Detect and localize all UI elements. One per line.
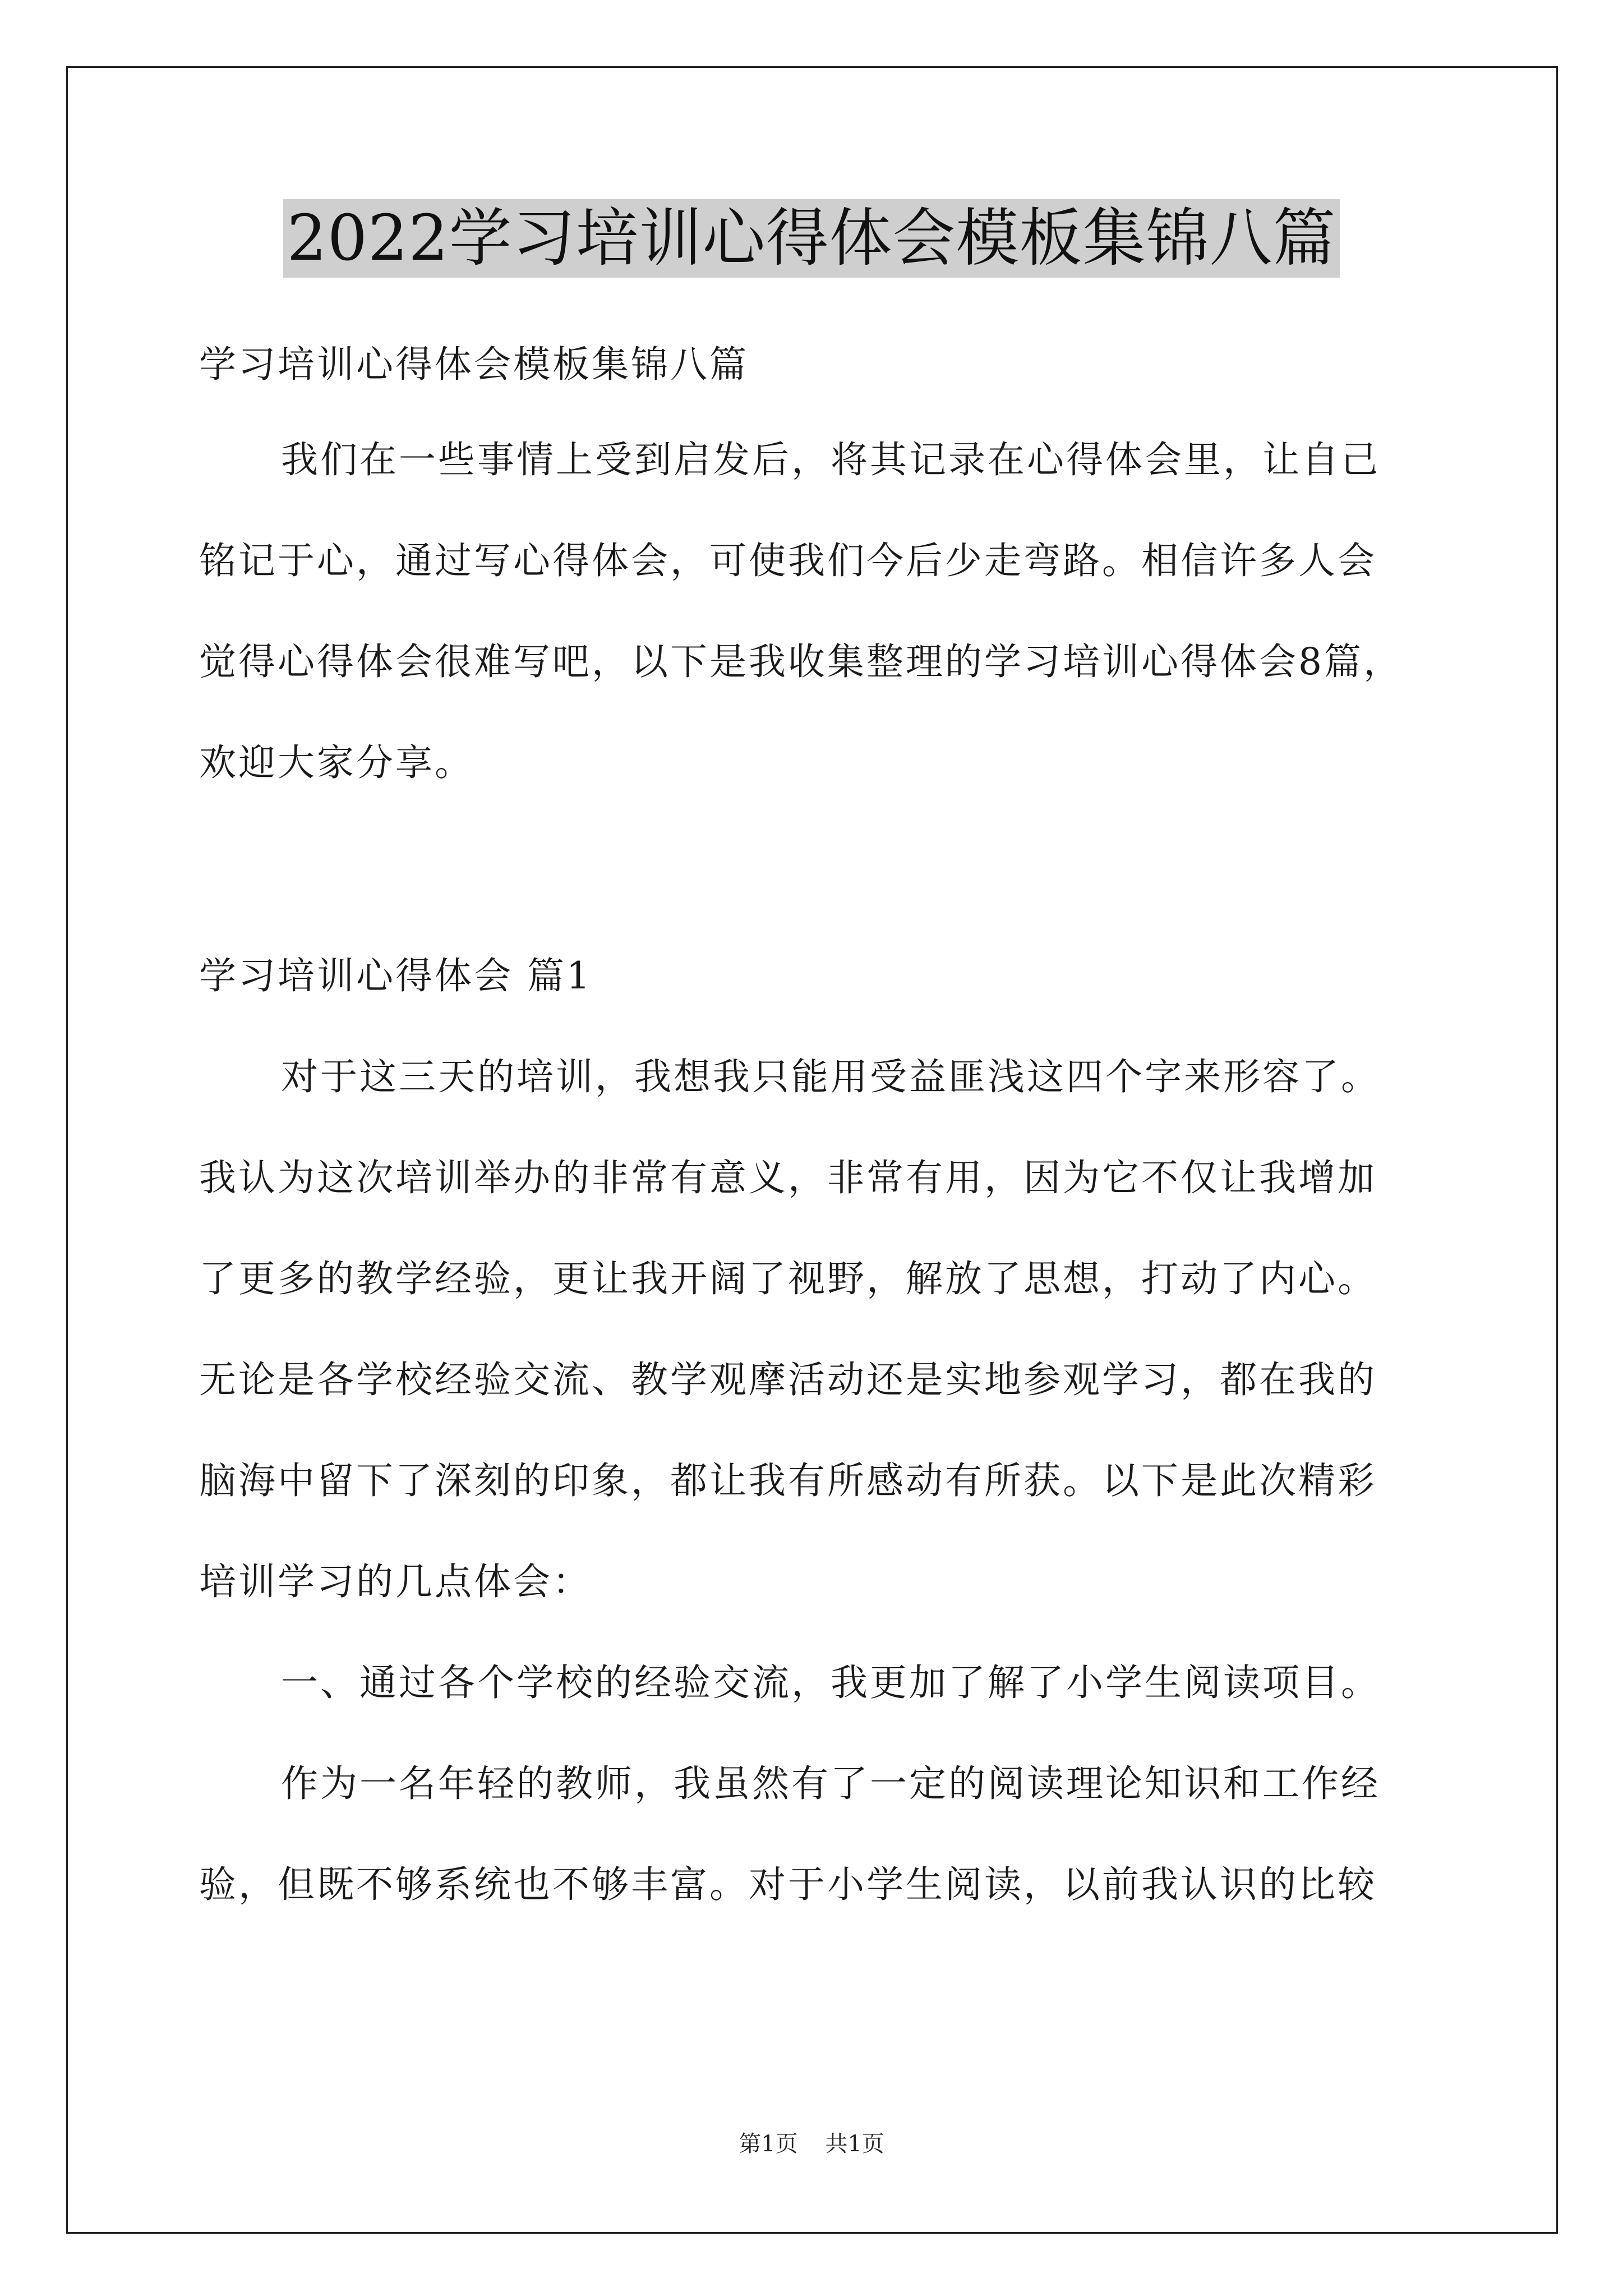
document-title: 2022学习培训心得体会模板集锦八篇 [283,199,1339,278]
paragraph-line: 我认为这次培训举办的非常有意义，非常有用，因为它不仅让我增加 [199,1156,1377,1199]
intro-line: 铭记于心，通过写心得体会，可使我们今后少走弯路。相信许多人会 [199,539,1377,582]
paragraph-line: 脑海中留下了深刻的印象，都让我有所感动有所获。以下是此次精彩 [199,1459,1377,1502]
title-container [0,199,1623,278]
intro-line: 欢迎大家分享。 [199,741,474,784]
page-total: 共1页 [825,2131,884,2157]
page-number: 第1页 [739,2131,798,2157]
page-footer [0,2126,1623,2158]
paragraph-line: 对于这三天的培训，我想我只能用受益匪浅这四个字来形容了。 [281,1055,1380,1098]
paragraph-line: 作为一名年轻的教师，我虽然有了一定的阅读理论知识和工作经 [281,1762,1380,1805]
intro-line: 我们在一些事情上受到启发后，将其记录在心得体会里，让自己 [281,438,1380,481]
point-heading: 一、通过各个学校的经验交流，我更加了解了小学生阅读项目。 [281,1661,1380,1704]
document-subtitle: 学习培训心得体会模板集锦八篇 [199,343,749,386]
section-heading: 学习培训心得体会 篇1 [199,954,592,997]
paragraph-line: 培训学习的几点体会： [199,1560,592,1603]
paragraph-line: 了更多的教学经验，更让我开阔了视野，解放了思想，打动了内心。 [199,1257,1377,1300]
intro-line: 觉得心得体会很难写吧，以下是我收集整理的学习培训心得体会8篇， [199,640,1403,683]
paragraph-line: 验，但既不够系统也不够丰富。对于小学生阅读，以前我认识的比较 [199,1863,1377,1906]
paragraph-line: 无论是各学校经验交流、教学观摩活动还是实地参观学习，都在我的 [199,1358,1377,1401]
